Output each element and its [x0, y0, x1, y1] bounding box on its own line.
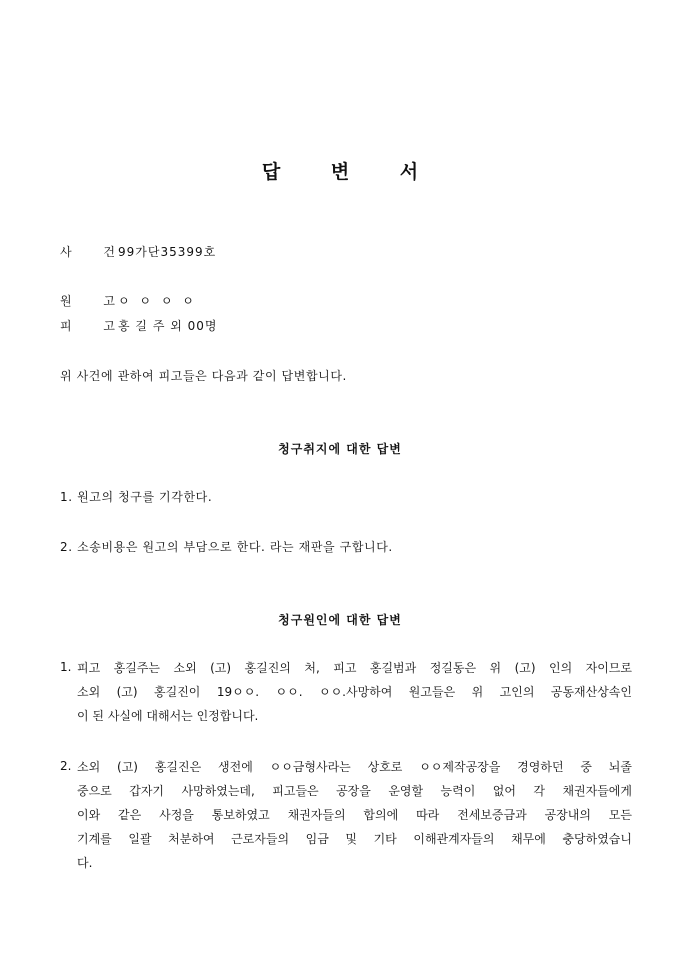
item-line: 이 된 사실에 대해서는 인정합니다. — [77, 709, 259, 723]
plaintiff-name: ㅇ ㅇ ㅇ ㅇ — [118, 294, 197, 308]
item-line: 다. — [77, 856, 93, 870]
item-number: 1. — [60, 660, 72, 674]
claim-cause-item-1 — [60, 660, 632, 732]
item-number: 2. — [60, 759, 72, 773]
item-line: 이와 같은 사정을 통보하였고 채권자들의 합의에 따라 전세보증금과 공장내의 모든 — [77, 808, 632, 822]
item-number: 1. — [60, 490, 73, 504]
claim-cause-heading: 청구원인에 대한 답변 — [278, 613, 402, 627]
defendant-name: 홍 길 주 외 00명 — [118, 319, 218, 333]
item-line: 소외 (고) 홍길진은 생전에 ㅇㅇ금형사라는 상호로 ㅇㅇ제작공장을 경영하던 중 뇌졸 — [77, 760, 632, 774]
plaintiff-label: 원 고 — [60, 294, 129, 308]
defendant-label: 피 고 — [60, 319, 129, 333]
case-label: 사 건 — [60, 245, 129, 259]
item-line: 피고 홍길주는 소외 (고) 홍길진의 처, 피고 홍길범과 정길동은 위 (고) 인의 자이므로 — [77, 661, 632, 675]
item-line: 기계를 일괄 처분하여 근로자들의 임금 및 기타 이해관계자들의 채무에 충당하였습니 — [77, 832, 632, 846]
claim-purpose-item-2 — [60, 538, 393, 555]
item-text: 원고의 청구를 기각한다. — [77, 490, 213, 504]
claim-purpose-item-1 — [60, 488, 212, 505]
item-text: 소송비용은 원고의 부담으로 한다. 라는 재판을 구합니다. — [77, 540, 393, 554]
intro-text: 위 사건에 관하여 피고들은 다음과 같이 답변합니다. — [60, 369, 347, 383]
claim-purpose-heading: 청구취지에 대한 답변 — [278, 442, 402, 456]
document-title: 답 변 서 — [261, 161, 441, 183]
item-number: 2. — [60, 540, 73, 554]
case-number: 99가단35399호 — [118, 245, 217, 259]
item-line: 중으로 갑자기 사망하였는데, 피고들은 공장을 운영할 능력이 없어 각 채권자들에게 — [77, 784, 632, 798]
item-line: 소외 (고) 홍길진이 19ㅇㅇ. ㅇㅇ. ㅇㅇ.사망하여 원고들은 위 고인의 공동재산상속인 — [77, 685, 632, 699]
claim-cause-item-2 — [60, 759, 632, 879]
